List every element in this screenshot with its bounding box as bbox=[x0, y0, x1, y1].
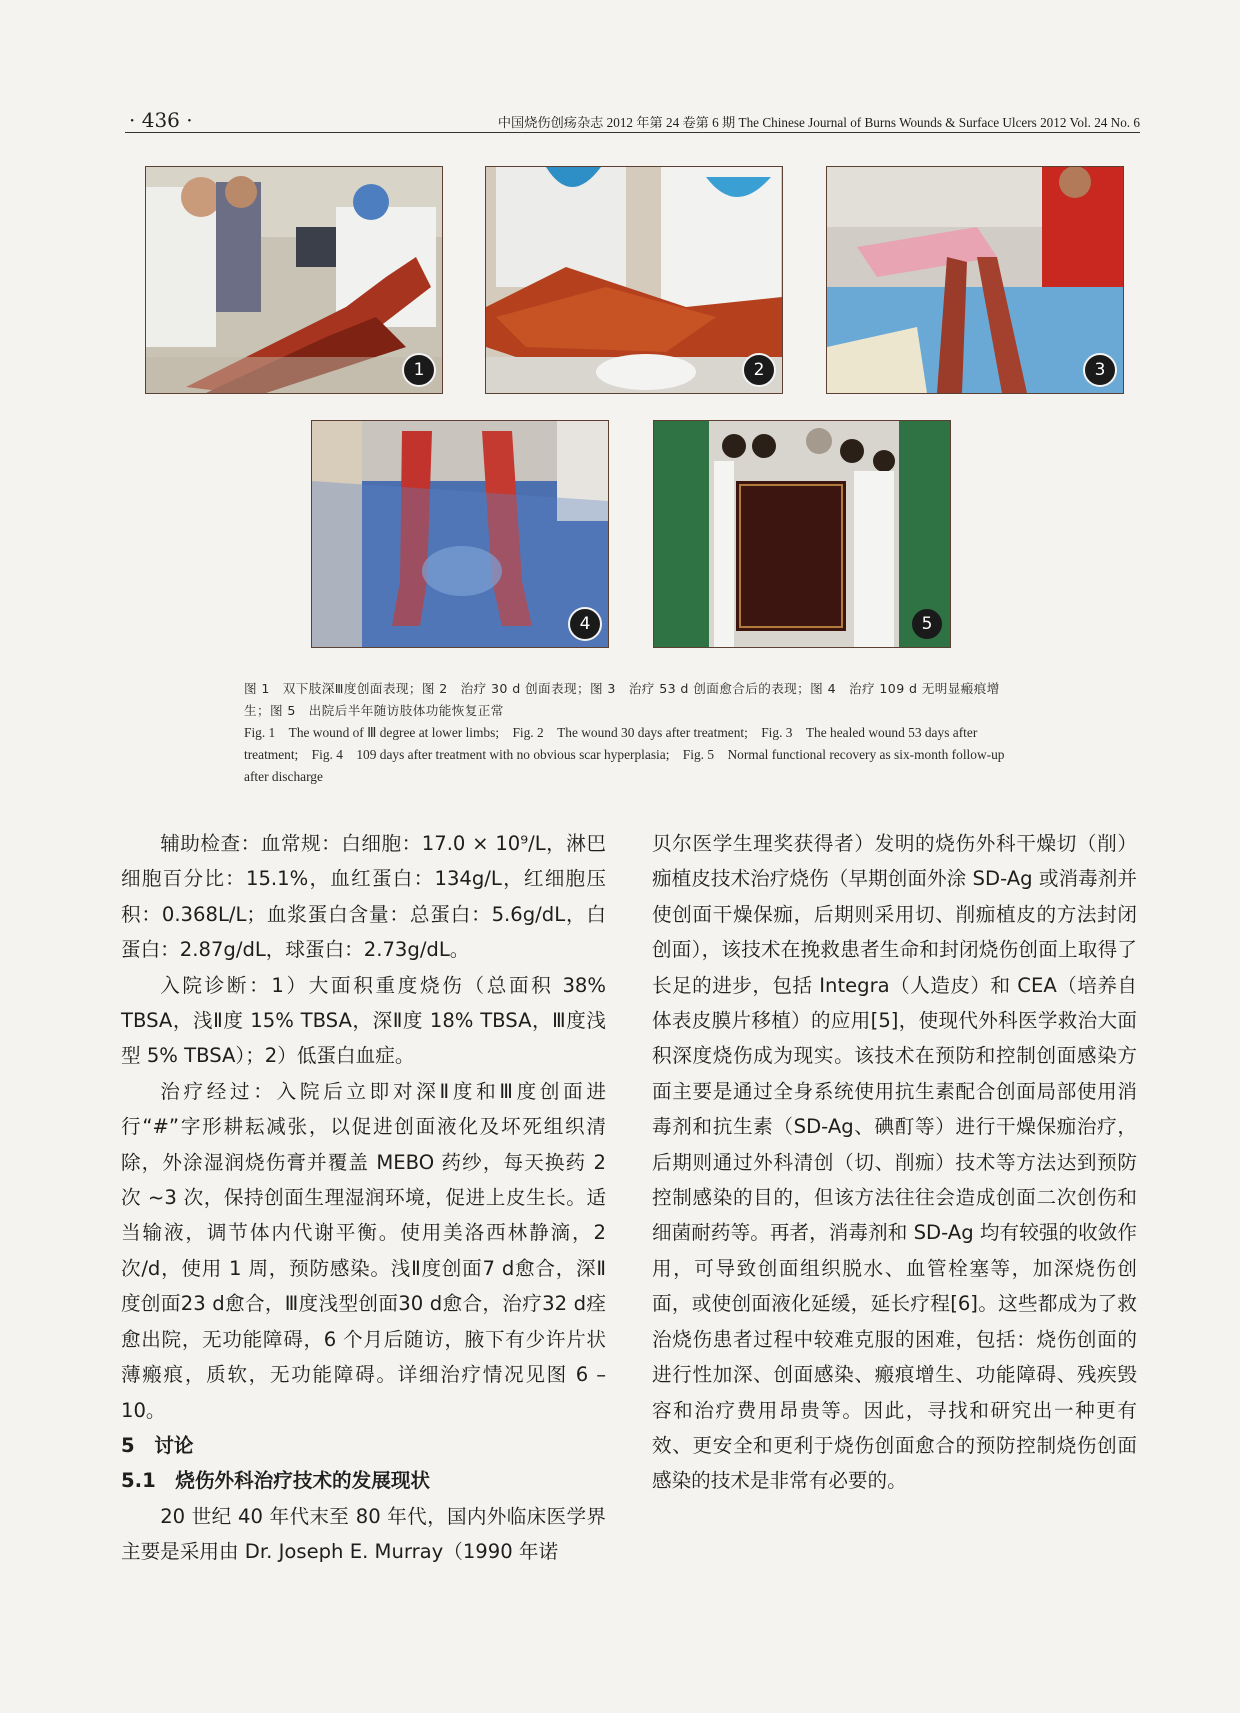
paragraph-diagnosis: 入院诊断：1）大面积重度烧伤（总面积 38% TBSA，浅Ⅱ度 15% TBSA，深Ⅱ度 18% TBSA，Ⅲ度浅型 5% TBSA）；2）低蛋白血症。 bbox=[121, 973, 606, 1068]
figure-2-photo bbox=[485, 166, 783, 394]
section-heading-discussion: 5 讨论 bbox=[121, 1433, 194, 1457]
figure-label: 2 bbox=[742, 353, 776, 387]
paragraph-lab-tests: 辅助检查：血常规：白细胞：17.0 × 10⁹/L，淋巴细胞百分比：15.1%，血红蛋白：134g/L，红细胞压积：0.368L/L；血浆蛋白含量：总蛋白：5.6g/dL，白蛋白：2.87g/dL，球蛋白：2.73g/dL。 bbox=[121, 832, 606, 962]
figure-caption bbox=[244, 678, 1024, 788]
figure-1-photo bbox=[145, 166, 443, 394]
figure-label: 5 bbox=[910, 607, 944, 641]
figure-4-photo bbox=[311, 420, 609, 648]
paragraph-treatment: 治疗经过：入院后立即对深Ⅱ度和Ⅲ度创面进行“#”字形耕耘减张，以促进创面液化及坏死组织清除，外涂湿润烧伤膏并覆盖 MEBO 药纱，每天换药 2 次 ~3 次，保持创面生理湿润环境，促进上皮生长。适当输液，调节体内代谢平衡。使用美洛西林静滴，2 次/d，使用 1 周，预防感染。浅Ⅱ度创面7 d愈合，深Ⅱ度创面23 d愈合，Ⅲ度浅型创面30 d愈合，治疗32 d痊愈出院，无功能障碍，6 个月后随访，腋下有少许片状薄瘢痕，质软，无功能障碍。详细治疗情况见图 6 – 10。 bbox=[121, 1079, 606, 1422]
subsection-heading: 5.1 烧伤外科治疗技术的发展现状 bbox=[121, 1469, 431, 1493]
page-header bbox=[125, 106, 1140, 133]
page-number: · 436 · bbox=[129, 108, 193, 132]
running-title: 中国烧伤创疡杂志 2012 年第 24 卷第 6 期 The Chinese Journal of Burns Wounds & Surface Ulcers 2012 Vol. 24 No. 6 bbox=[497, 115, 1140, 130]
caption-english: Fig. 1 The wound of Ⅲ degree at lower limbs; Fig. 2 The wound 30 days after treatment; Fig. 3 The healed wound 53 days after treatment; Fig. 4 109 days after treatment with no obvious scar hyperplasia; Fig. 5 Normal functional recovery as six-month follow-up after discharge bbox=[244, 725, 1005, 784]
caption-chinese: 图 1 双下肢深Ⅲ度创面表现；图 2 治疗 30 d 创面表现；图 3 治疗 53 d 创面愈合后的表现；图 4 治疗 109 d 无明显瘢痕增生；图 5 出院后半年随访肢体功能恢复正常 bbox=[244, 681, 1000, 718]
figure-label: 4 bbox=[568, 607, 602, 641]
left-column bbox=[121, 826, 606, 1570]
figure-5-photo bbox=[653, 420, 951, 648]
figure-label: 1 bbox=[402, 353, 436, 387]
figure-label: 3 bbox=[1083, 353, 1117, 387]
right-column bbox=[652, 826, 1137, 1499]
figure-3-photo bbox=[826, 166, 1124, 394]
paragraph-continued: 贝尔医学生理奖获得者）发明的烧伤外科干燥切（削）痂植皮技术治疗烧伤（早期创面外涂 SD-Ag 或消毒剂并使创面干燥保痂，后期则采用切、削痂植皮的方法封闭创面），该技术在挽救患者生命和封闭烧伤创面上取得了长足的进步，包括 Integra（人造皮）和 CEA（培养自体表皮膜片移植）的应用[5]，使现代外科医学救治大面积深度烧伤成为现实。该技术在预防和控制创面感染方面主要是通过全身系统使用抗生素配合创面局部使用消毒剂和抗生素（SD-Ag、碘酊等）进行干燥保痂治疗，后期则通过外科清创（切、削痂）技术等方法达到预防控制感染的目的，但该方法往往会造成创面二次创伤和细菌耐药等。再者，消毒剂和 SD-Ag 均有较强的收敛作用，可导致创面组织脱水、血管栓塞等，加深烧伤创面，或使创面液化延缓，延长疗程[6]。这些都成为了救治烧伤患者过程中较难克服的困难，包括：烧伤创面的进行性加深、创面感染、瘢痕增生、功能障碍、残疾毁容和治疗费用昂贵等。因此，寻找和研究出一种更有效、更安全和更利于烧伤创面愈合的预防控制烧伤创面感染的技术是非常有必要的。 bbox=[652, 832, 1137, 1493]
paragraph-history: 20 世纪 40 年代末至 80 年代，国内外临床医学界主要是采用由 Dr. Joseph E. Murray（1990 年诺 bbox=[121, 1504, 606, 1564]
